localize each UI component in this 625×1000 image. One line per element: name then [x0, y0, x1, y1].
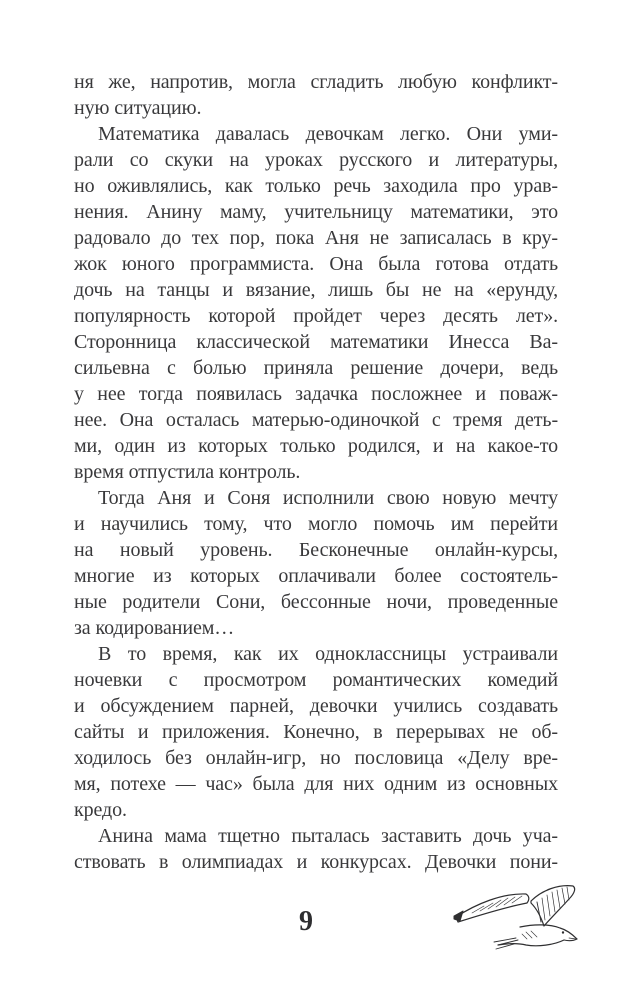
- seagull-illustration: [446, 880, 584, 962]
- text-line: сильевна с болью приняла решение дочери, ведь: [74, 357, 558, 379]
- text-line: ходилось без онлайн-игр, но пословица «Делу вре-: [74, 747, 558, 769]
- text-line: Анина мама тщетно пыталась заставить дочь уча-: [98, 825, 558, 847]
- page-number: 9: [299, 906, 313, 937]
- text-line: ствовать в олимпиадах и конкурсах. Девочки пони-: [74, 851, 558, 873]
- text-line: мя, потехе — час» была для них одним из основных: [74, 773, 558, 795]
- text-line: популярность которой пройдет через десять лет».: [74, 305, 558, 327]
- text-line: кредо.: [74, 799, 127, 821]
- text-line: на новый уровень. Бесконечные онлайн-курсы,: [74, 539, 558, 561]
- text-line: у нее тогда появилась задачка посложнее и поваж-: [74, 383, 558, 405]
- text-line: но оживлялись, как только речь заходила про урав-: [74, 175, 558, 197]
- text-line: ня же, напротив, могла сгладить любую конфликт-: [74, 71, 558, 93]
- text-line: ную ситуацию.: [74, 97, 202, 119]
- text-line: дочь на танцы и вязание, лишь бы не на «ерунду,: [74, 279, 558, 301]
- text-line: жок юного программиста. Она была готова отдать: [74, 253, 558, 275]
- text-line: ночевки с просмотром романтических комедий: [74, 669, 558, 691]
- text-line: многие из которых оплачивали более состоятель-: [74, 565, 558, 587]
- text-line: ми, один из которых только родился, и на какое-то: [74, 435, 558, 457]
- text-line: Тогда Аня и Соня исполнили свою новую мечту: [98, 487, 558, 509]
- text-line: рали со скуки на уроках русского и литературы,: [74, 149, 558, 171]
- text-line: и обсуждением парней, девочки учились создавать: [74, 695, 558, 717]
- text-line: сайты и приложения. Конечно, в перерывах не об-: [74, 721, 558, 743]
- text-line: Сторонница классической математики Инесса Ва-: [74, 331, 558, 353]
- text-line: Математика давалась девочкам легко. Они уми-: [98, 123, 558, 145]
- text-line: время отпустила контроль.: [74, 461, 301, 483]
- text-line: ные родители Сони, бессонные ночи, проведенные: [74, 591, 558, 613]
- body-text: [74, 69, 558, 875]
- text-line: радовало до тех пор, пока Аня не записалась в кру-: [74, 227, 558, 249]
- text-line: нения. Анину маму, учительницу математики, это: [74, 201, 558, 223]
- text-line: за кодированием…: [74, 617, 235, 639]
- seagull-icon: [446, 880, 584, 962]
- text-line: В то время, как их одноклассницы устраивали: [98, 643, 558, 665]
- text-line: нее. Она осталась матерью-одиночкой с тремя деть-: [74, 409, 558, 431]
- text-line: и научились тому, что могло помочь им перейти: [74, 513, 558, 535]
